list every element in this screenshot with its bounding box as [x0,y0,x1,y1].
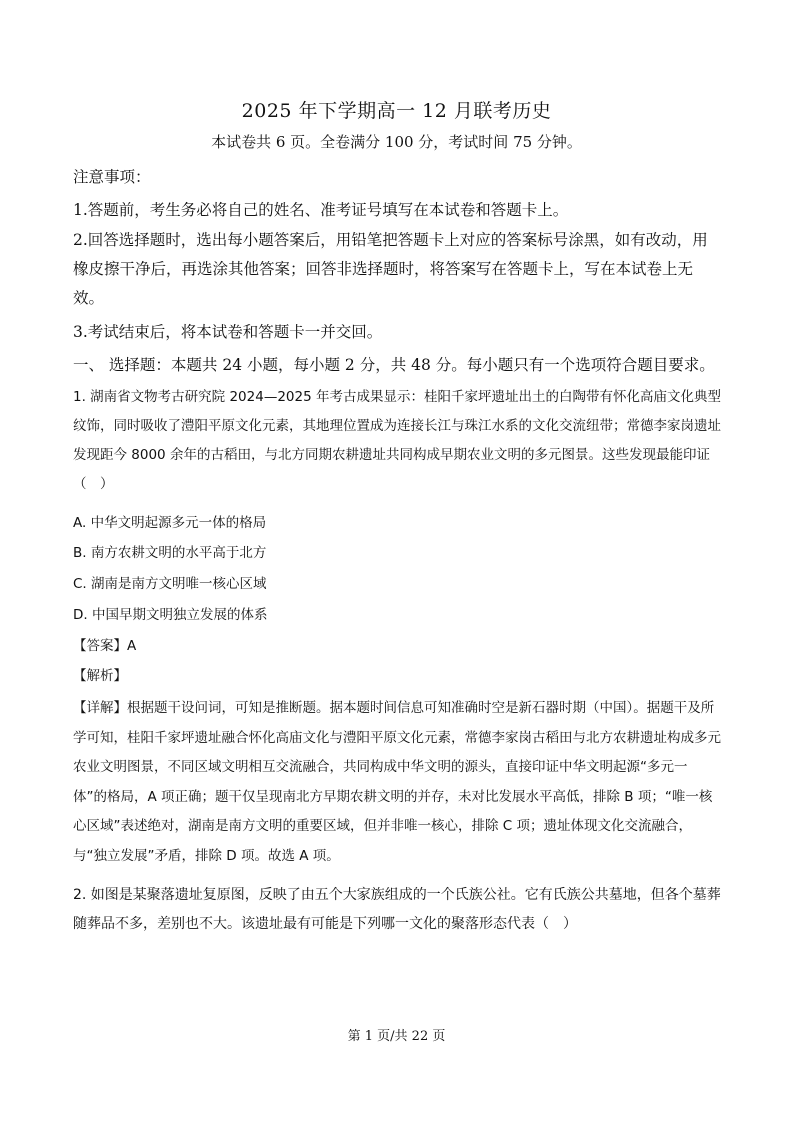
exam-info: 本试卷共 6 页。全卷满分 100 分，考试时间 75 分钟。 [211,133,582,151]
option-d: D. 中国早期文明独立发展的体系 [73,607,268,623]
analysis-label: 【解析】 [73,668,127,684]
page-footer: 第 1 页/共 22 页 [347,1029,446,1044]
option-c: C. 湖南是南方文明唯一核心区域 [73,576,267,592]
note-item: 1.答题前，考生务必将自己的姓名、准考证号填写在本试卷和答题卡上。 [73,201,569,219]
notes-heading: 注意事项： [73,168,151,186]
answer-label: 【答案】A [73,638,137,654]
option-a: A. 中华文明起源多元一体的格局 [73,515,267,531]
option-b: B. 南方农耕文明的水平高于北方 [73,545,267,561]
page-title: 2025 年下学期高一 12 月联考历史 [241,100,552,122]
note-item: 3.考试结束后，将本试卷和答题卡一并交回。 [73,323,383,341]
question-stem: 2. 如图是某聚落遗址复原图，反映了由五个大家族组成的一个氏族公社。它有氏族公共墓地，但各个墓葬随葬品不多，差别也不大。该遗址最有可能是下列哪一文化的聚落形态代表（ ） [73,887,721,932]
detailed-explanation: 【详解】根据题干设问词，可知是推断题。据本题时间信息可知准确时空是新石器时期（中国）。据题干及所学可知，桂阳千家坪遗址融合怀化高庙文化与澧阳平原文化元素，常德李家岗古稻田与北方农耕遗址构成多元农业文明图景，不同区域文明相互交流融合，共同构成中华文明的源头，直接印证中华文明起源“多元一体”的格局，A 项正确；题干仅呈现南北方早期农耕文明的并存，未对比发展水平高低，排除 B 项；“唯一核心区域”表述绝对，湖南是南方文明的重要区域，但并非唯一核心，排除 C 项；遗址体现文化交流融合，与“独立发展”矛盾，排除 D 项。故选 A 项。 [73,700,721,864]
question-stem: 1. 湖南省文物考古研究院 2024—2025 年考古成果显示：桂阳千家坪遗址出土的白陶带有怀化高庙文化典型纹饰，同时吸收了澧阳平原文化元素，其地理位置成为连接长江与珠江水系的文化交流纽带；常德李家岗遗址发现距今 8000 余年的古稻田，与北方同期农耕遗址共同构成早期农业文明的多元图景。这些发现最能印证（ ） [73,389,721,492]
section-heading: 一、 选择题：本题共 24 小题，每小题 2 分，共 48 分。每小题只有一个选项符合题目要求。 [73,356,715,374]
note-item: 2.回答选择题时，选出每小题答案后，用铅笔把答题卡上对应的答案标号涂黑，如有改动，用橡皮擦干净后，再选涂其他答案；回答非选择题时，将答案写在答题卡上，写在本试卷上无效。 [73,231,708,307]
